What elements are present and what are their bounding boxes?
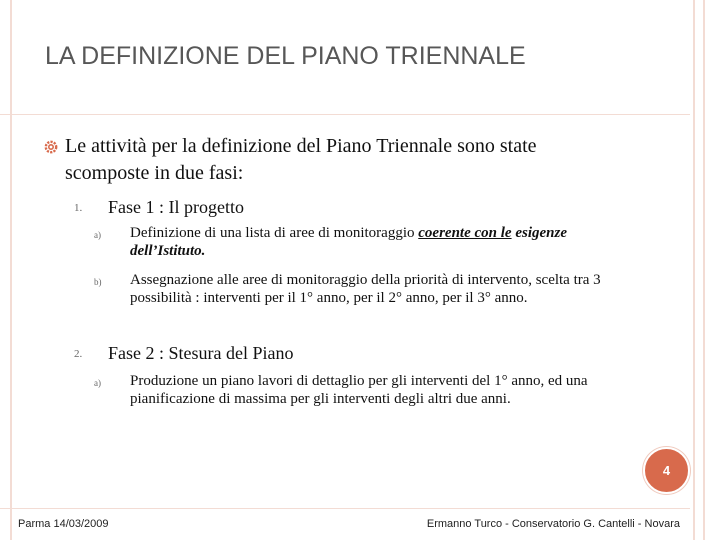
phase-item — [130, 224, 620, 260]
phase-item: Assegnazione alle aree di monitoraggio della priorità di intervento, scelta tra 3 possibilità : interventi per il 1° anno, per il 2° anno, per il 3° anno. — [130, 272, 601, 306]
phase-title: Fase 2 : Stesura del Piano — [108, 343, 294, 363]
page-number-badge — [643, 447, 690, 494]
item-text: Definizione di una lista di aree di monitoraggio — [130, 225, 419, 241]
item-letter: b) — [94, 277, 102, 287]
footer-divider — [0, 508, 690, 509]
right-border-line-outer — [703, 0, 705, 540]
item-letter: a) — [94, 378, 101, 388]
phase-item: Produzione un piano lavori di dettaglio per gli interventi del 1° anno, ed una pianificazione di massima per gli interventi degli altri due anni. — [130, 373, 588, 407]
gear-bullet-icon — [44, 140, 58, 154]
phase-number: 2. — [74, 348, 83, 360]
item-letter: a) — [94, 230, 101, 240]
footer-date: Parma 14/03/2009 — [18, 518, 109, 530]
page-number: 4 — [662, 463, 671, 478]
slide-title: LA DEFINIZIONE DEL PIANO TRIENNALE — [45, 42, 526, 70]
intro-text: Le attività per la definizione del Piano Triennale sono state scomposte in due fasi: — [65, 135, 537, 184]
item-emphasis-underlined: coerente con le — [418, 225, 512, 241]
right-border-line-inner — [693, 0, 695, 540]
title-divider — [0, 114, 690, 115]
left-border-line — [10, 0, 12, 540]
footer-author: Ermanno Turco - Conservatorio G. Cantelli - Novara — [426, 518, 680, 530]
phase-number: 1. — [74, 202, 83, 214]
phase-title: Fase 1 : Il progetto — [108, 197, 244, 217]
item-emphasis: esigenze dell’Istituto. — [130, 225, 567, 259]
